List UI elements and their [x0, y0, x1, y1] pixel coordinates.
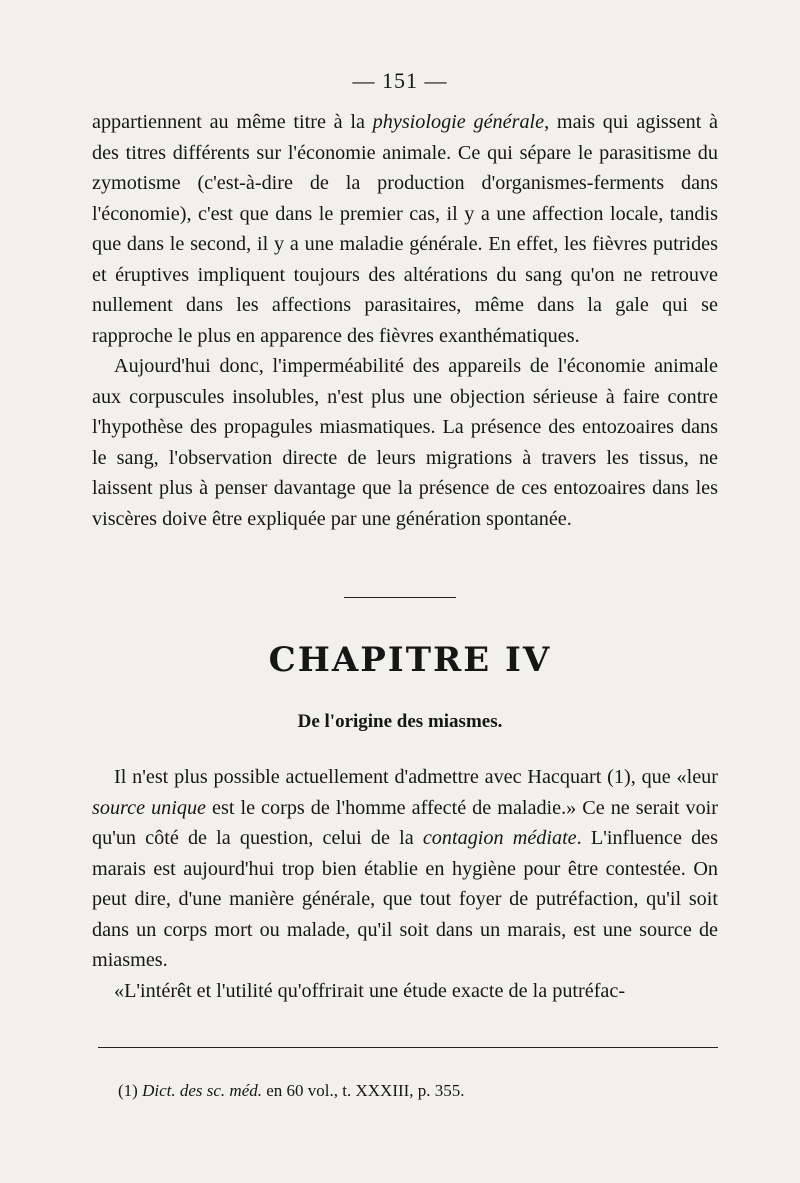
- text-run: Il n'est plus possible actuellement d'admettre avec Hacquart (1), que «leur: [114, 766, 718, 788]
- chapter-title: CHAPITRE IV: [268, 640, 552, 680]
- footnote: [118, 1080, 738, 1102]
- paragraph-impermeability: [92, 351, 718, 534]
- page-number: — 151 —: [352, 68, 448, 93]
- paragraph-parasitism: [92, 107, 718, 351]
- paragraph-putrefaction: [92, 976, 718, 1007]
- text-run: . L'influence des marais est aujourd'hui trop bien établie en hygiène pour être contestée. On peut dire, d'une manière générale, que tout foyer de putréfaction, qu'il soit dans un corps mort ou malade, qu'il soit dans un marais, est une source de miasmes.: [92, 827, 718, 971]
- section-divider: [344, 597, 456, 598]
- chapter-subtitle: De l'origine des miasmes.: [297, 711, 503, 732]
- italic-run: Dict. des sc. méd.: [142, 1081, 262, 1100]
- text-run: , mais qui agissent à des titres différents sur l'économie animale. Ce qui sépare le parasitisme du zymotisme (c'est-à-dire de la production d'organismes-ferments dans l'économie), c'est que dans le premier cas, il y a une affection locale, tandis que dans le second, il y a une maladie générale. En effet, les fièvres putrides et éruptives impliquent toujours des altérations du sang qu'on ne retrouve nullement dans les affections parasitaires, même dans la gale qui se rapproche le plus en apparence des fièvres exanthématiques.: [92, 111, 719, 347]
- text-run: en 60 vol., t. XXXIII, p. 355.: [262, 1081, 465, 1100]
- text-run: Aujourd'hui donc, l'imperméabilité des appareils de l'économie animale aux corpuscules insolubles, n'est plus une objection sérieuse à faire contre l'hypothèse des propagules miasmatiques. La présence des entozoaires dans le sang, l'observation directe de leurs migrations à travers les tissus, ne laissent plus à penser davantage que la présence de ces entozoaires dans les viscères doive être expliquée par une génération spontanée.: [92, 355, 718, 530]
- footnote-marker: (1): [118, 1081, 143, 1100]
- text-run: «L'intérêt et l'utilité qu'offrirait une étude exacte de la putréfac-: [114, 979, 626, 1002]
- italic-run: source unique: [92, 796, 207, 819]
- italic-run: physiologie générale: [372, 111, 545, 133]
- text-run: est le corps de l'homme affecté de maladie.» Ce ne serait voir qu'un côté de la question, celui de la: [92, 796, 719, 849]
- text-run: appartiennent au même titre à la: [92, 111, 373, 133]
- body-text-bottom: [92, 762, 718, 1006]
- body-text-top: [92, 107, 718, 534]
- italic-run: contagion médiate: [422, 827, 577, 849]
- paragraph-hacquart: [92, 762, 718, 976]
- footnote-divider: [98, 1047, 718, 1048]
